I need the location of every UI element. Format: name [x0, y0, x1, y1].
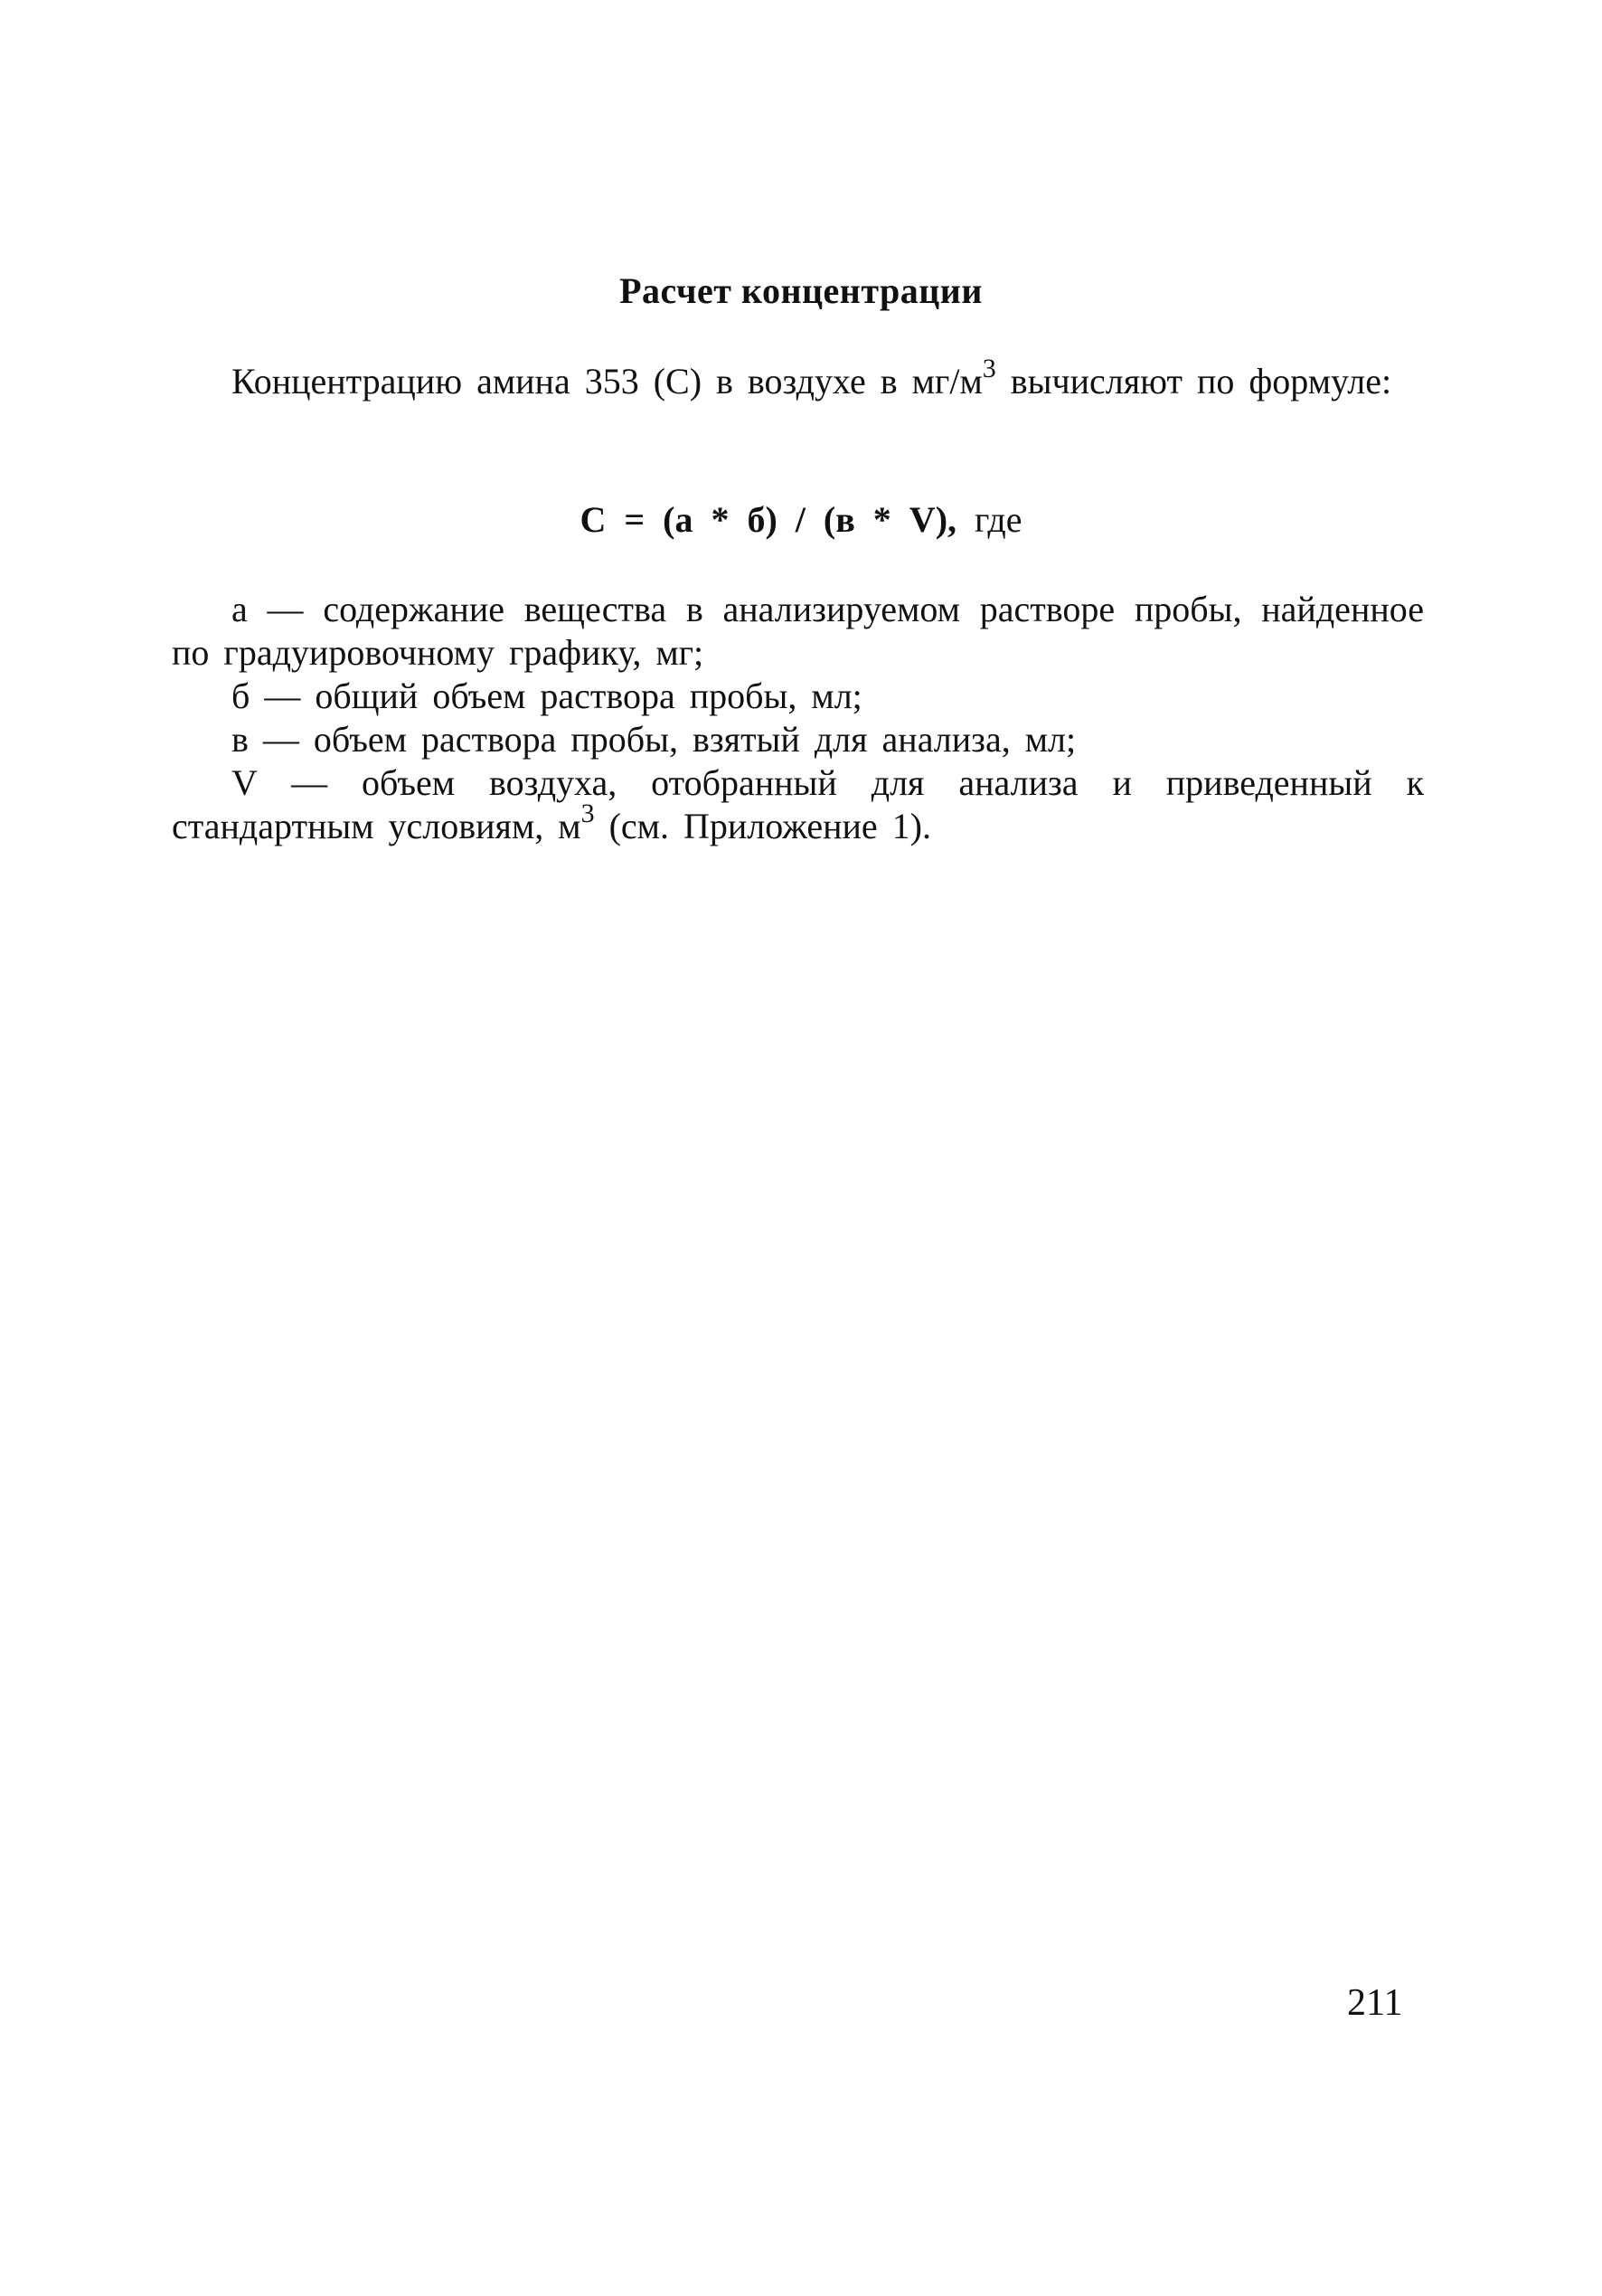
page-number: 211: [1347, 1982, 1403, 2024]
intro-text-start: Концентрацию амина 353 (С) в воздухе в мг/м: [231, 361, 983, 402]
definition-V-superscript: 3: [580, 798, 595, 828]
intro-paragraph: [172, 353, 1424, 403]
definition-v: в — объем раствора пробы, взятый для анализа, мл;: [231, 719, 1077, 760]
intro-text-end: вычисляют по формуле:: [995, 361, 1392, 402]
definition-V-text-end: (см. Приложение 1).: [594, 806, 931, 846]
definition-a: а — содержание вещества в анализируемом растворе пробы, найденное по градуировочному графику, мг;: [172, 589, 1424, 673]
definitions-list: [172, 588, 1424, 848]
formula-expression: С = (а * б) / (в * V),: [580, 499, 957, 540]
formula-line: [0, 497, 1602, 543]
definition-V-text: V — объем воздуха, отобранный для анализа и приведенный к стандартным условиям, м: [172, 762, 1424, 846]
intro-superscript: 3: [982, 353, 996, 383]
definition-V: [172, 761, 1424, 848]
section-heading: Расчет концентрации: [619, 270, 983, 311]
formula-suffix: где: [975, 499, 1022, 540]
definition-b: б — общий объем раствора пробы, мл;: [231, 676, 862, 716]
